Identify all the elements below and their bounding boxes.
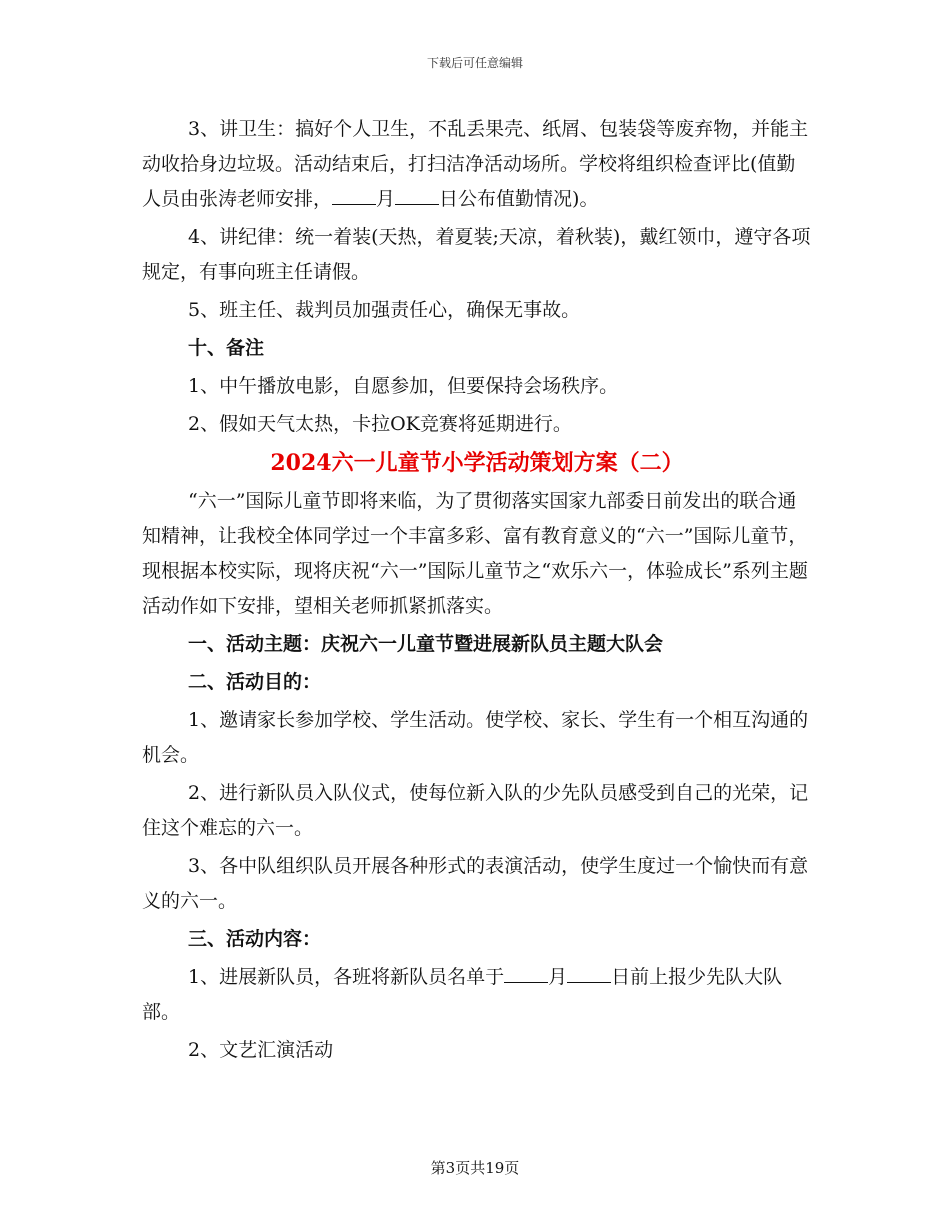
- paragraph-discipline: 4、讲纪律：统一着装(天热，着夏装;天凉，着秋装)，戴红领巾，遵守各项规定，有事向班主任请假。: [142, 226, 811, 283]
- heading-content: 三、活动内容：: [188, 928, 322, 950]
- paragraph-karaoke: 2、假如天气太热，卡拉OK竞赛将延期进行。: [188, 413, 572, 435]
- document-body: [142, 112, 812, 1071]
- blank-month: [332, 188, 376, 205]
- paragraph-purpose-3: 3、各中队组织队员开展各种形式的表演活动，使学生度过一个愉快而有意义的六一。: [142, 855, 809, 912]
- blank-day-2: [567, 966, 611, 983]
- heading-purpose: 二、活动目的：: [188, 671, 322, 693]
- paragraph-hygiene-text: 3、讲卫生：搞好个人卫生，不乱丢果壳、纸屑、包装袋等废弃物，并能主动收拾身边垃圾。活动结束后，打扫洁净活动场所。学校将组织检查评比(值勤人员由张涛老师安排，: [142, 118, 809, 210]
- paragraph-purpose-2: 2、进行新队员入队仪式，使每位新入队的少先队员感受到自己的光荣，记住这个难忘的六一。: [142, 782, 809, 839]
- page-number: 第3页共19页: [430, 1159, 520, 1177]
- paragraph-purpose-1: 1、邀请家长参加学校、学生活动。使学校、家长、学生有一个相互沟通的机会。: [142, 709, 809, 766]
- heading-theme: 一、活动主题：庆祝六一儿童节暨进展新队员主题大队会: [188, 633, 664, 655]
- paragraph-responsibility: 5、班主任、裁判员加强责任心，确保无事故。: [188, 299, 581, 321]
- paragraph-content-1-text: 1、进展新队员，各班将新队员名单于: [188, 966, 505, 988]
- heading-remarks: 十、备注: [188, 337, 265, 359]
- paragraph-content-2: 2、文艺汇演活动: [188, 1039, 334, 1061]
- document-title: 2024六一儿童节小学活动策划方案（二）: [270, 450, 684, 476]
- header-note: 下载后可任意编辑: [426, 56, 523, 70]
- month-label-2: 月: [548, 966, 568, 988]
- paragraph-movie: 1、中午播放电影，自愿参加，但要保持会场秩序。: [188, 375, 619, 397]
- paragraph-hygiene: [142, 112, 812, 217]
- paragraph-content-1: [142, 960, 812, 1030]
- month-label: 月: [376, 188, 396, 210]
- paragraph-content-1-end: 日前上报少先队大队部。: [142, 966, 783, 1023]
- paragraph-hygiene-end: 日公布值勤情况)。: [439, 188, 599, 210]
- paragraph-intro: “六一”国际儿童节即将来临，为了贯彻落实国家九部委日前发出的联合通知精神，让我校全体同学过一个丰富多彩、富有教育意义的“六一”国际儿童节，现根据本校实际，现将庆祝“六一”国际儿童节之“欢乐六一，体验成长”系列主题活动作如下安排，望相关老师抓紧抓落实。: [142, 490, 808, 617]
- blank-day: [395, 188, 439, 205]
- blank-month-2: [504, 966, 548, 983]
